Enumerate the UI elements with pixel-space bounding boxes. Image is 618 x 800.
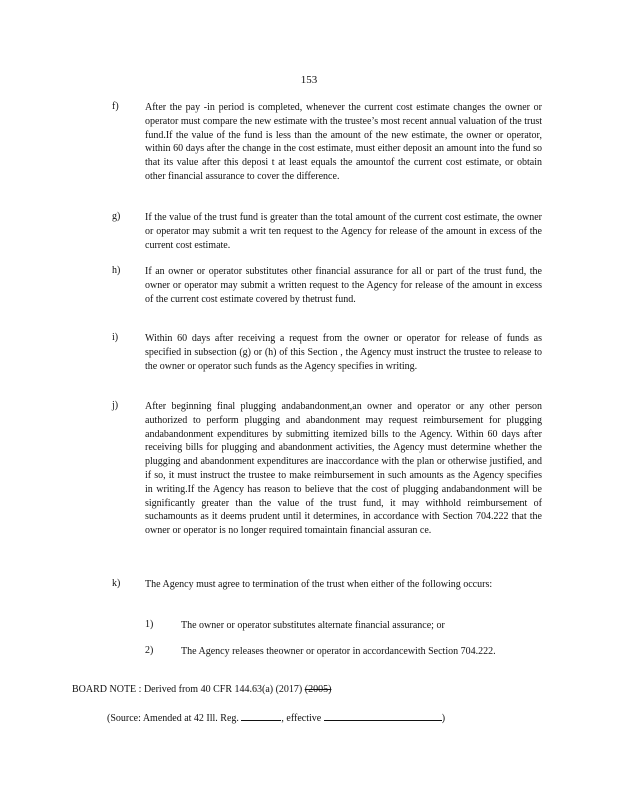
subsection-text: After beginning final plugging andabandonment,an owner and operator or any other person authorized to perform plugging and abandonment may request reimbursement for plugging andabandonment expenditures by submitting itemized bills to the Agency. Within 60 days after receiving bills for plugging and abandonment activities, the Agency must determine whether the plugging and abandonment expenditures are inaccordance with the plan or otherwise justified, and if so, it must instruct the trustee to make reimbursement in such amounts as the Agency specifies in writing.If the Agency has reason to believe that the cost of plugging andabandonment will be significantly greater than the value of the trust fund, it may withhold reimbursement of suchamounts as it deems prudent until it determines, in accordance with Section 704.222 that the owner or operator is no longer required tomaintain financial assuran ce.: [145, 401, 542, 537]
page-number: 153: [300, 74, 318, 86]
subsection-h: [112, 265, 542, 306]
subsection-text: After the pay -in period is completed, whenever the current cost estimate changes the owner or operator must compare the new estimate with the trustee’s most recent annual valuation of the trust fund.If the value of the fund is less than the amount of the new estimate, the owner or operator, within 60 days after the change in the cost estimate, must either deposit an amount into the fund so that its value after this deposi t at least equals the amountof the current cost estimate, or obtain other financial assurance to cover the difference.: [145, 102, 542, 182]
effective-date-blank: [324, 711, 442, 721]
register-page-blank: [241, 711, 281, 721]
board-note: [72, 684, 331, 695]
subsection-label: h): [112, 265, 121, 276]
subsection-label: j): [112, 400, 119, 411]
subitem-text: The Agency releases theowner or operator in accordancewith Section 704.222.: [181, 646, 496, 657]
subsection-i: [112, 332, 542, 373]
board-note-text: BOARD NOTE : Derived from 40 CFR 144.63(a) (2017): [72, 684, 303, 695]
subsection-text: Within 60 days after receiving a request from the owner or operator for release of funds as specified in subsection (g) or (h) of this Section , the Agency must instruct the trustee to release to the owner or operator such funds as the Agency specifies in writing.: [145, 333, 542, 372]
subsection-label: g): [112, 211, 121, 222]
subsection-k: [112, 578, 542, 592]
source-suffix: ): [441, 713, 446, 724]
subsection-k-1: [145, 619, 515, 633]
subsection-f: [112, 101, 542, 184]
subsection-label: i): [112, 332, 119, 343]
subsection-k-2: [145, 645, 515, 659]
subitem-text: The owner or operator substitutes alternate financial assurance; or: [181, 620, 445, 631]
subitem-label: 2): [145, 645, 154, 656]
subsection-label: f): [112, 101, 119, 112]
source-note: [107, 711, 445, 724]
subsection-g: [112, 211, 542, 252]
subsection-text: The Agency must agree to termination of the trust when either of the following occurs:: [145, 579, 493, 590]
subitem-label: 1): [145, 619, 154, 630]
source-middle: , effective: [281, 713, 322, 724]
subsection-text: If the value of the trust fund is greater than the total amount of the current cost estimate, the owner or operator may submit a writ ten request to the Agency for release of the amount in excess of the current cost estimate.: [145, 212, 542, 251]
subsection-label: k): [112, 578, 121, 589]
subsection-j: [112, 400, 542, 538]
board-note-struck-text: (2005): [304, 684, 332, 695]
subsection-text: If an owner or operator substitutes other financial assurance for all or part of the trust fund, the owner or operator may submit a written request to the Agency for release of the amount in excess of the current cost estimate covered by thetrust fund.: [145, 266, 542, 305]
source-prefix: (Source: Amended at 42 Ill. Reg.: [107, 713, 239, 724]
